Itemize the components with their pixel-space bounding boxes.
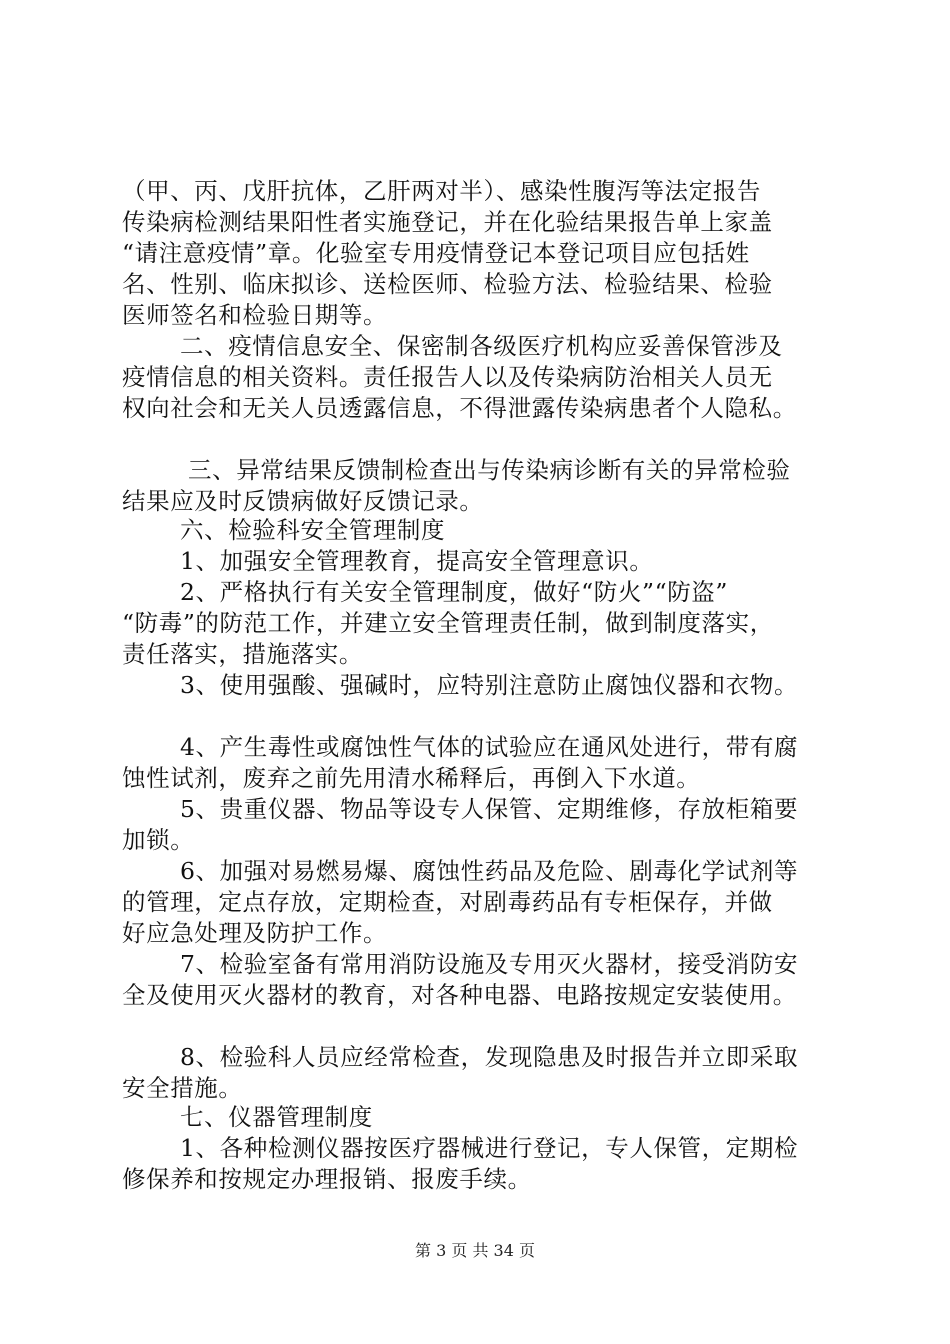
page-number-footer: 第 3 页 共 34 页 — [415, 1241, 535, 1260]
text-line: 责任落实，措施落实。 — [122, 640, 363, 668]
section-heading: 七、仪器管理制度 — [180, 1103, 373, 1131]
text-line: 4、产生毒性或腐蚀性气体的试验应在通风处进行，带有腐 — [180, 733, 799, 761]
text-line: 修保养和按规定办理报销、报废手续。 — [122, 1165, 532, 1193]
text-line: 权向社会和无关人员透露信息，不得泄露传染病患者个人隐私。 — [122, 394, 797, 422]
section-heading: 六、检验科安全管理制度 — [180, 516, 446, 544]
text-line: 疫情信息的相关资料。责任报告人以及传染病防治相关人员无 — [122, 363, 773, 391]
text-line: 的管理，定点存放，定期检查，对剧毒药品有专柜保存，并做 — [122, 888, 773, 916]
text-line: 全及使用灭火器材的教育，对各种电器、电路按规定安装使用。 — [122, 981, 797, 1009]
text-line: 医师签名和检验日期等。 — [122, 301, 388, 329]
text-line: 传染病检测结果阳性者实施登记，并在化验结果报告单上家盖 — [122, 208, 773, 236]
text-line: 安全措施。 — [122, 1074, 243, 1102]
text-line: 2、严格执行有关安全管理制度，做好“防火”“防盗” — [180, 578, 729, 606]
text-line: 二、疫情信息安全、保密制各级医疗机构应妥善保管涉及 — [180, 332, 783, 360]
text-line: 5、贵重仪器、物品等设专人保管、定期维修，存放柜箱要 — [180, 795, 799, 823]
text-line: 8、检验科人员应经常检查，发现隐患及时报告并立即采取 — [180, 1043, 799, 1071]
text-line: 结果应及时反馈病做好反馈记录。 — [122, 487, 484, 515]
text-line: 3、使用强酸、强碱时，应特别注意防止腐蚀仪器和衣物。 — [180, 671, 799, 699]
text-line: 1、各种检测仪器按医疗器械进行登记，专人保管，定期检 — [180, 1134, 799, 1162]
text-line: “请注意疫情”章。化验室专用疫情登记本登记项目应包括姓 — [122, 239, 750, 267]
text-line: “防毒”的防范工作，并建立安全管理责任制，做到制度落实， — [122, 609, 774, 637]
text-line: 1、加强安全管理教育，提高安全管理意识。 — [180, 547, 654, 575]
text-line: 7、检验室备有常用消防设施及专用灭火器材，接受消防安 — [180, 950, 799, 978]
text-line: 加锁。 — [122, 826, 195, 854]
text-line: 6、加强对易燃易爆、腐蚀性药品及危险、剧毒化学试剂等 — [180, 857, 799, 885]
text-line: （甲、丙、戊肝抗体，乙肝两对半）、感染性腹泻等法定报告 — [122, 177, 761, 205]
text-line: 名、性别、临床拟诊、送检医师、检验方法、检验结果、检验 — [122, 270, 773, 298]
text-line: 好应急处理及防护工作。 — [122, 919, 388, 947]
text-line: 蚀性试剂，废弃之前先用清水稀释后，再倒入下水道。 — [122, 764, 701, 792]
text-line: 三、异常结果反馈制检查出与传染病诊断有关的异常检验 — [188, 456, 791, 484]
